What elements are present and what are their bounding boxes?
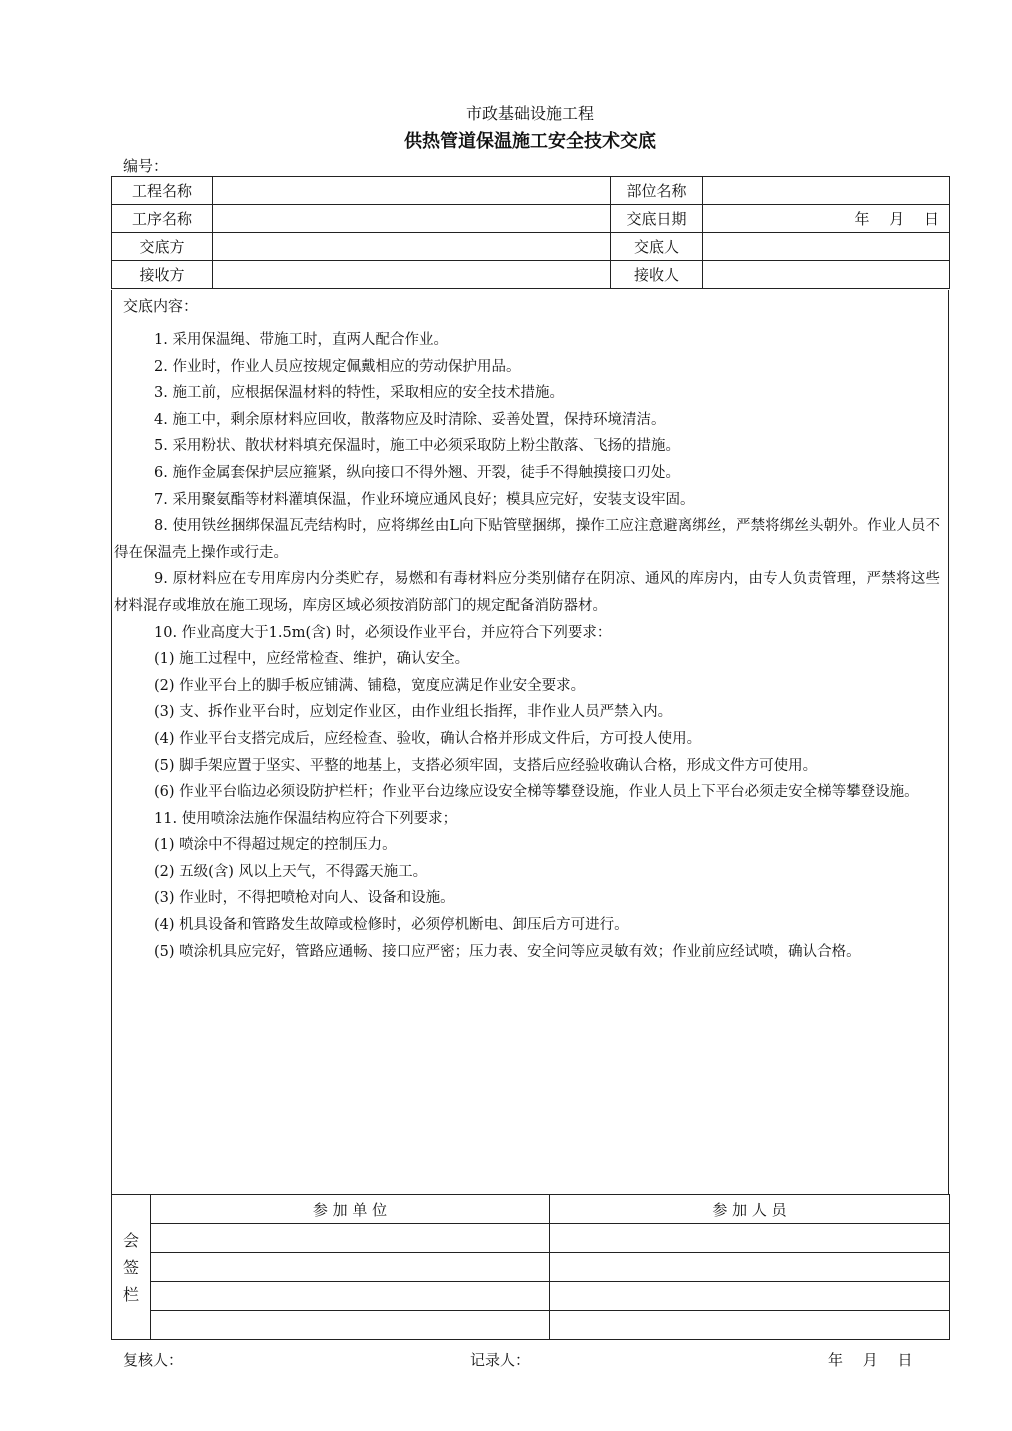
table-row xyxy=(112,261,950,289)
unit-field[interactable] xyxy=(151,1282,550,1311)
person-header: 参 加 人 员 xyxy=(550,1195,950,1224)
list-item: 4. 施工中，剩余原材料应回收，散落物应及时清除、妥善处置，保持环境清洁。 xyxy=(154,411,666,428)
countersign-text: 会签栏 xyxy=(123,1230,140,1304)
unit-header: 参 加 单 位 xyxy=(151,1195,550,1224)
table-row xyxy=(112,1311,950,1340)
discloser-party-label: 交底方 xyxy=(112,233,213,261)
person-field[interactable] xyxy=(550,1224,950,1253)
list-item: 3. 施工前，应根据保温材料的特性，采取相应的安全技术措施。 xyxy=(154,385,564,402)
document-title: 供热管道保温施工安全技术交底 xyxy=(404,131,656,152)
unit-field[interactable] xyxy=(151,1311,550,1340)
date-field[interactable]: 年 月 日 xyxy=(703,205,950,233)
table-row xyxy=(112,1253,950,1282)
signature-table xyxy=(111,1194,950,1340)
list-item: (3) 作业时，不得把喷枪对向人、设备和设施。 xyxy=(154,890,455,907)
content-label: 交底内容： xyxy=(123,297,199,315)
discloser-person-label: 交底人 xyxy=(611,233,703,261)
table-row xyxy=(112,205,950,233)
part-name-label: 部位名称 xyxy=(611,177,703,205)
list-item: (1) 喷涂中不得超过规定的控制压力。 xyxy=(154,837,397,854)
unit-field[interactable] xyxy=(151,1253,550,1282)
table-row xyxy=(112,233,950,261)
receiver-person-field[interactable] xyxy=(703,261,950,289)
info-table xyxy=(111,176,950,289)
table-row xyxy=(112,1195,950,1224)
recorder-label: 记录人： xyxy=(470,1351,531,1369)
list-item: (3) 支、拆作业平台时，应划定作业区，由作业组长指挥，非作业人员严禁入内。 xyxy=(154,704,673,721)
list-item: (1) 施工过程中，应经常检查、维护，确认安全。 xyxy=(154,651,470,668)
list-item: 5. 采用粉状、散状材料填充保温时，施工中必须采取防上粉尘散落、飞扬的措施。 xyxy=(154,438,680,455)
receiver-party-label: 接收方 xyxy=(112,261,213,289)
list-item: 1. 采用保温绳、带施工时，直两人配合作业。 xyxy=(154,332,448,348)
footer-date: 年 月 日 xyxy=(828,1351,913,1369)
list-item: (2) 作业平台上的脚手板应铺满、铺稳，宽度应满足作业安全要求。 xyxy=(154,677,586,694)
table-row xyxy=(112,1224,950,1253)
list-item: 10. 作业高度大于1.5m(含) 时，必须设作业平台，并应符合下列要求： xyxy=(154,624,612,641)
project-name-field[interactable] xyxy=(213,177,611,205)
person-field[interactable] xyxy=(550,1282,950,1311)
list-item: 2. 作业时，作业人员应按规定佩戴相应的劳动保护用品。 xyxy=(154,358,521,375)
unit-field[interactable] xyxy=(151,1224,550,1253)
table-row xyxy=(112,1282,950,1311)
table-row xyxy=(112,177,950,205)
list-item: 7. 采用聚氨酯等材料灌填保温，作业环境应通风良好；模具应完好，安装支设牢固。 xyxy=(154,491,695,508)
list-item: 8. 使用铁丝捆绑保温瓦壳结构时，应将绑丝由L向下贴管壁捆绑，操作工应注意避离绑丝，严禁将绑丝头朝外。作业人员不得在保温壳上操作或行走。 xyxy=(114,518,940,561)
content-list xyxy=(112,327,948,965)
document-subtitle: 市政基础设施工程 xyxy=(465,104,594,123)
list-item: (5) 喷涂机具应完好，管路应通畅、接口应严密；压力表、安全问等应灵敏有效；作业前应经试喷，确认合格。 xyxy=(154,943,861,960)
list-item: (2) 五级(含) 风以上天气，不得露天施工。 xyxy=(154,863,428,880)
receiver-party-field[interactable] xyxy=(213,261,611,289)
discloser-party-field[interactable] xyxy=(213,233,611,261)
part-name-field[interactable] xyxy=(703,177,950,205)
person-field[interactable] xyxy=(550,1311,950,1340)
list-item: 11. 使用喷涂法施作保温结构应符合下列要求； xyxy=(154,810,458,827)
discloser-person-field[interactable] xyxy=(703,233,950,261)
person-field[interactable] xyxy=(550,1253,950,1282)
project-name-label: 工程名称 xyxy=(112,177,213,205)
reviewer-label: 复核人： xyxy=(123,1351,184,1369)
date-label: 交底日期 xyxy=(611,205,703,233)
serial-number-label: 编号： xyxy=(123,157,169,175)
list-item: (4) 作业平台支搭完成后，应经检查、验收，确认合格并形成文件后，方可投人使用。 xyxy=(154,730,702,747)
list-item: (6) 作业平台临边必须设防护栏杆；作业平台边缘应设安全梯等攀登设施，作业人员上下平台必须走安全梯等攀登设施。 xyxy=(154,784,919,801)
list-item: 9. 原材料应在专用库房内分类贮存，易燃和有毒材料应分类别储存在阴凉、通风的库房内，由专人负责管理，严禁将这些材料混存或堆放在施工现场，库房区域必须按消防部门的规定配备消防器材。 xyxy=(114,571,940,614)
process-name-field[interactable] xyxy=(213,205,611,233)
list-item: (5) 脚手架应置于坚实、平整的地基上，支搭必须牢固，支搭后应经验收确认合格，形成文件方可使用。 xyxy=(154,757,818,774)
countersign-label xyxy=(112,1195,151,1340)
list-item: 6. 施作金属套保护层应箍紧，纵向接口不得外翘、开裂，徒手不得触摸接口刃处。 xyxy=(154,464,680,481)
disclosure-content-box xyxy=(111,290,949,1194)
receiver-person-label: 接收人 xyxy=(611,261,703,289)
list-item: (4) 机具设备和管路发生故障或检修时，必须停机断电、卸压后方可进行。 xyxy=(154,917,629,934)
process-name-label: 工序名称 xyxy=(112,205,213,233)
